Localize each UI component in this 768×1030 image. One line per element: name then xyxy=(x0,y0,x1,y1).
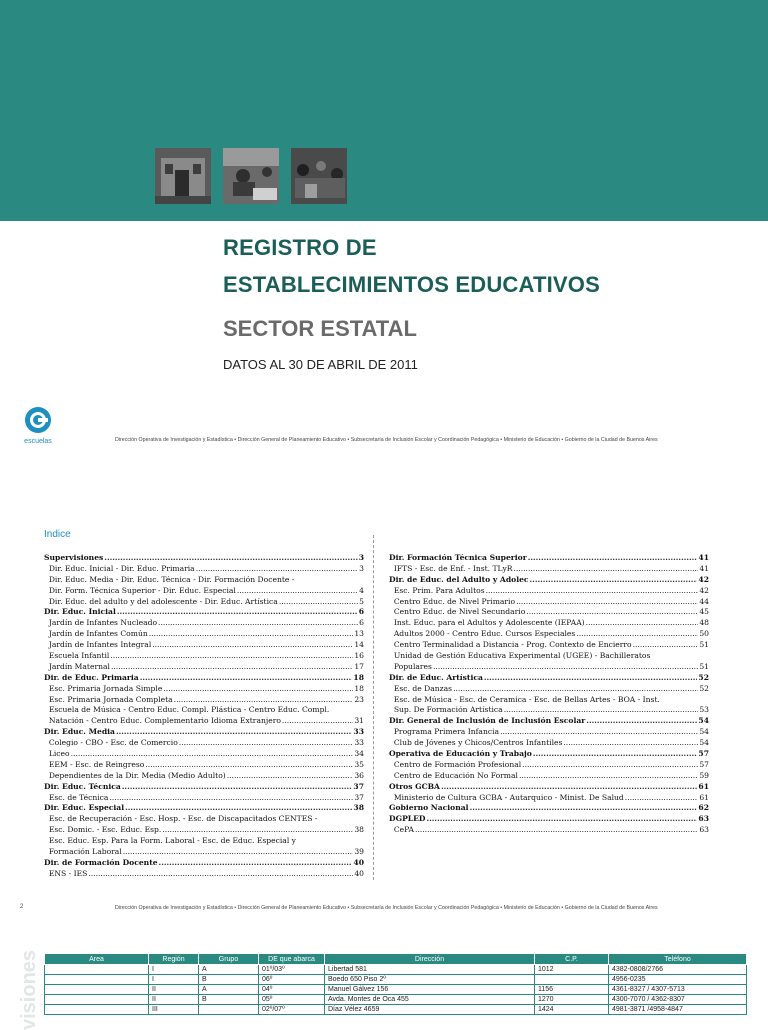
toc-leader xyxy=(633,640,699,651)
table-cell: 1424 xyxy=(535,1005,609,1015)
toc-leader xyxy=(522,760,698,771)
toc-entry xyxy=(44,662,364,673)
table-row xyxy=(45,1005,747,1015)
toc-label: Inst. Educ. para el Adultos y Adolescente (IEPAA) xyxy=(389,618,585,628)
toc-leader xyxy=(152,640,353,651)
table-header-cell: Dirección xyxy=(325,954,535,965)
toc-label: Adultos 2000 - Centro Educ. Cursos Especiales xyxy=(389,629,576,639)
toc-label: Centro de Formación Profesional xyxy=(389,759,522,769)
toc-page-number: 42 xyxy=(698,574,709,584)
toc-leader xyxy=(71,749,354,760)
toc-page-number: 35 xyxy=(354,759,364,769)
toc-leader xyxy=(427,814,698,825)
toc-entry xyxy=(44,749,364,760)
toc-label: Jardín Maternal xyxy=(44,661,110,671)
toc-label: Dir. de Educ. del Adulto y Adolec xyxy=(389,574,529,584)
toc-label: Jardín de Infantes Nucleado xyxy=(44,618,158,628)
toc-page-number: 6 xyxy=(359,618,364,628)
toc-page-number: 16 xyxy=(354,651,364,661)
toc-entry xyxy=(389,705,709,716)
toc-leader xyxy=(149,629,354,640)
toc-label: Gobierno Nacional xyxy=(389,803,469,813)
toc-page-number: 51 xyxy=(699,661,709,671)
toc-leader xyxy=(318,814,363,825)
toc-page-number: 50 xyxy=(699,629,709,639)
toc-entry xyxy=(44,705,364,716)
toc-page-number: 48 xyxy=(699,618,709,628)
toc-page-number: 33 xyxy=(353,727,364,737)
toc-section-heading xyxy=(389,716,709,727)
toc-leader xyxy=(576,629,698,640)
table-cell xyxy=(199,1005,259,1015)
toc-page-number: 34 xyxy=(354,749,364,759)
toc-entry xyxy=(389,607,709,618)
toc-page-number: 6 xyxy=(358,607,364,617)
toc-entry xyxy=(44,640,364,651)
title-line-1: REGISTRO DE xyxy=(223,235,377,260)
toc-leader xyxy=(162,825,353,836)
table-row xyxy=(45,965,747,975)
toc-entry xyxy=(44,586,364,597)
toc-label: Jardín de Infantes Integral xyxy=(44,640,152,650)
toc-leader xyxy=(441,782,697,793)
column-divider xyxy=(373,535,375,880)
toc-entry xyxy=(389,760,709,771)
toc-leader xyxy=(530,575,698,586)
toc-leader xyxy=(519,771,698,782)
toc-page-number: 54 xyxy=(699,738,709,748)
table-cell xyxy=(535,975,609,985)
page-number: 2 xyxy=(20,904,24,910)
table-cell: 4361-8327 / 4307-5713 xyxy=(609,985,747,995)
toc-leader xyxy=(88,869,353,880)
toc-leader xyxy=(159,858,353,869)
toc-leader xyxy=(179,738,354,749)
toc-page-number: 41 xyxy=(699,563,709,573)
toc-leader xyxy=(109,793,353,804)
toc-label: Centro Terminalidad a Distancia - Prog. Contexto de Encierro xyxy=(389,640,632,650)
table-header-row xyxy=(45,954,747,965)
toc-label: Esc. Educ. Esp. Para la Form. Laboral - Esc. de Educ. Especial y xyxy=(44,836,296,846)
toc-page-number: 54 xyxy=(699,727,709,737)
table-cell: 02º/07º xyxy=(259,1005,325,1015)
toc-leader xyxy=(116,727,352,738)
table-cell: A xyxy=(199,985,259,995)
toc-leader xyxy=(513,564,698,575)
toc-page-number: 17 xyxy=(354,661,364,671)
toc-entry xyxy=(44,629,364,640)
table-cell: 1270 xyxy=(535,995,609,1005)
toc-entry xyxy=(44,651,364,662)
toc-leader xyxy=(661,695,708,706)
title-line-2: ESTABLECIMIENTOS EDUCATIVOS xyxy=(223,272,600,297)
toc-entry xyxy=(44,869,364,880)
toc-label: Dir. de Educ. Artística xyxy=(389,672,483,682)
toc-label: Programa Primera Infancia xyxy=(389,727,500,737)
toc-leader xyxy=(433,662,698,673)
toc-leader xyxy=(453,684,698,695)
toc-leader xyxy=(528,553,698,564)
toc-label: Liceo xyxy=(44,749,70,759)
side-label: visiones xyxy=(18,949,40,1030)
toc-entry xyxy=(389,727,709,738)
table-cell xyxy=(45,995,149,1005)
table-header-cell: C.P. xyxy=(535,954,609,965)
toc-entry xyxy=(44,793,364,804)
toc-leader xyxy=(111,662,353,673)
table-cell: Manuel Gálvez 156 xyxy=(325,985,535,995)
table-cell: Libertad 581 xyxy=(325,965,535,975)
toc-entry xyxy=(389,662,709,673)
toc-page-number: 14 xyxy=(354,640,364,650)
table-cell: 4382-0808/2766 xyxy=(609,965,747,975)
toc-label: Escuela de Música - Centro Educ. Compl. Plástica - Centro Educ. Compl. xyxy=(44,705,330,715)
students-photo xyxy=(291,148,347,204)
toc-leader xyxy=(163,684,353,695)
toc-right-column xyxy=(389,553,709,836)
toc-page-number: 5 xyxy=(359,596,364,606)
toc-page-number: 3 xyxy=(358,553,364,562)
toc-leader xyxy=(158,618,358,629)
toc-leader xyxy=(330,705,363,716)
toc-label: Unidad de Gestión Educativa Experimental (UGEE) - Bachilleratos xyxy=(389,651,651,661)
toc-leader xyxy=(279,597,358,608)
toc-entry xyxy=(44,760,364,771)
toc-section-heading xyxy=(389,782,709,793)
toc-label: Operativa de Educación y Trabajo xyxy=(389,749,532,759)
toc-section-heading xyxy=(44,727,364,738)
toc-section-heading xyxy=(44,607,364,618)
toc-page-number: 39 xyxy=(354,847,364,857)
toc-section-heading xyxy=(389,575,709,586)
table-row xyxy=(45,995,747,1005)
toc-label: Dir. Educ. Especial xyxy=(44,803,125,813)
toc-page-number: 57 xyxy=(698,749,709,759)
toc-leader xyxy=(415,825,698,836)
toc-leader xyxy=(140,673,353,684)
toc-entry xyxy=(44,716,364,727)
table-cell: 1012 xyxy=(535,965,609,975)
table-row xyxy=(45,975,747,985)
table-cell: B xyxy=(199,975,259,985)
table-cell: 4981-3871 /4958-4847 xyxy=(609,1005,747,1015)
table-cell: B xyxy=(199,995,259,1005)
table-cell xyxy=(45,1005,149,1015)
toc-leader xyxy=(123,847,354,858)
toc-page-number: 45 xyxy=(699,607,709,617)
toc-section-heading xyxy=(44,553,364,564)
toc-leader xyxy=(295,575,363,586)
toc-section-heading xyxy=(44,858,364,869)
table-cell: Díaz Vélez 4659 xyxy=(325,1005,535,1015)
toc-entry xyxy=(389,586,709,597)
toc-label: IFTS - Esc. de Enf. - Inst. TLyR xyxy=(389,563,513,573)
toc-label: Dir. Form. Técnica Superior - Dir. Educ. Especial xyxy=(44,585,236,595)
toc-label: Esc. de Música - Esc. de Ceramica - Esc. de Bellas Artes - BOA - Inst. xyxy=(389,694,660,704)
toc-label: Esc. Domic. - Esc. Educ. Esp. xyxy=(44,825,162,835)
toc-entry xyxy=(389,738,709,749)
toc-page-number: 13 xyxy=(354,629,364,639)
toc-leader xyxy=(297,836,363,847)
table-cell: 1156 xyxy=(535,985,609,995)
table-cell: A xyxy=(199,965,259,975)
toc-label: Esc. de Recuperación - Esc. Hosp. - Esc. de Discapacitados CENTES - xyxy=(44,814,318,824)
footer-text-top: Dirección Operativa de Investigación y Estadística • Dirección General de Planeamiento Educativo • Subsecretaría de Inclusión Escolar y Coordinación Pedagógica • Ministerio de Educación • Gobierno de la Ciudad de Buenos Aires xyxy=(115,437,658,443)
toc-label: Colegio - CBO - Esc. de Comercio xyxy=(44,738,178,748)
table-row xyxy=(45,985,747,995)
toc-page-number: 31 xyxy=(354,716,364,726)
toc-leader xyxy=(145,760,353,771)
toc-entry xyxy=(44,597,364,608)
toc-section-heading xyxy=(389,749,709,760)
table-cell: I xyxy=(149,975,199,985)
toc-label: Ministerio de Cultura GCBA - Autarquico - Minist. De Salud xyxy=(389,792,624,802)
toc-label: Escuela Infantil xyxy=(44,651,110,661)
toc-label: Dir. Educ. del adulto y del adolescente - Dir. Educ. Artística xyxy=(44,596,278,606)
table-cell: II xyxy=(149,995,199,1005)
toc-leader xyxy=(586,716,697,727)
report-date: DATOS AL 30 DE ABRIL DE 2011 xyxy=(223,357,418,372)
toc-section-heading xyxy=(44,782,364,793)
toc-label: EEM - Esc. de Reingreso xyxy=(44,759,145,769)
toc-label: CePA xyxy=(389,825,415,835)
toc-leader xyxy=(125,803,352,814)
toc-entry xyxy=(44,684,364,695)
table-cell: 4956-0235 xyxy=(609,975,747,985)
toc-page-number: 44 xyxy=(699,596,709,606)
table-cell: 05º xyxy=(259,995,325,1005)
toc-page-number: 40 xyxy=(353,857,364,867)
logo-text: escuelas xyxy=(24,438,52,445)
toc-section-heading xyxy=(389,803,709,814)
toc-entry xyxy=(44,771,364,782)
toc-label: Supervisiones xyxy=(44,553,104,562)
toc-page-number: 63 xyxy=(699,825,709,835)
table-cell xyxy=(45,985,149,995)
toc-entry xyxy=(389,629,709,640)
toc-leader xyxy=(122,782,353,793)
toc-label: Natación - Centro Educ. Complementario Idioma Extranjero xyxy=(44,716,281,726)
toc-label: Esc. de Técnica xyxy=(44,792,109,802)
toc-label: DGPLED xyxy=(389,814,426,824)
toc-entry xyxy=(44,695,364,706)
toc-page-number: 63 xyxy=(698,814,709,824)
header-banner xyxy=(0,0,768,221)
table-cell: II xyxy=(149,985,199,995)
toc-label: Dir. de Formación Docente xyxy=(44,857,158,867)
table-header-cell: DE que abarca xyxy=(259,954,325,965)
toc-leader xyxy=(586,618,699,629)
supervisiones-table xyxy=(44,953,747,1015)
toc-entry xyxy=(44,814,364,825)
toc-label: Esc. Primaria Jornada Completa xyxy=(44,694,173,704)
building-photo xyxy=(155,148,211,204)
escuelas-logo xyxy=(20,405,56,445)
toc-leader xyxy=(484,673,698,684)
toc-entry xyxy=(389,771,709,782)
toc-page-number: 52 xyxy=(698,672,709,682)
table-cell: Avda. Montes de Oca 455 xyxy=(325,995,535,1005)
toc-page-number: 18 xyxy=(353,672,364,682)
footer-text-bottom: Dirección Operativa de Investigación y Estadística • Dirección General de Planeamiento Educativo • Subsecretaría de Inclusión Escolar y Coordinación Pedagógica • Ministerio de Educación • Gobierno de la Ciudad de Buenos Aires xyxy=(115,905,658,911)
toc-section-heading xyxy=(44,803,364,814)
toc-leader xyxy=(563,738,698,749)
toc-page-number: 59 xyxy=(699,770,709,780)
toc-leader xyxy=(533,749,698,760)
toc-page-number: 51 xyxy=(699,640,709,650)
toc-label: Dir. de Educ. Primaria xyxy=(44,672,139,682)
toc-entry xyxy=(389,684,709,695)
toc-page-number: 18 xyxy=(354,683,364,693)
toc-entry xyxy=(44,618,364,629)
toc-entry xyxy=(389,793,709,804)
toc-label: Dir. Educ. Inicial - Dir. Educ. Primaria xyxy=(44,563,195,573)
toc-leader xyxy=(227,771,354,782)
toc-entry xyxy=(389,564,709,575)
toc-label: Sup. De Formación Artística xyxy=(389,705,503,715)
toc-entry xyxy=(44,847,364,858)
classroom-photo xyxy=(223,148,279,204)
toc-page-number: 40 xyxy=(354,868,364,878)
toc-page-number: 38 xyxy=(353,803,364,813)
toc-leader xyxy=(500,727,698,738)
toc-label: Dir. Educ. Inicial xyxy=(44,607,116,617)
toc-label: Formación Laboral xyxy=(44,847,122,857)
toc-entry xyxy=(389,597,709,608)
table-cell xyxy=(45,965,149,975)
toc-leader xyxy=(526,607,698,618)
toc-leader xyxy=(110,651,353,662)
toc-section-heading xyxy=(44,673,364,684)
toc-page-number: 61 xyxy=(699,792,709,802)
toc-leader xyxy=(282,716,353,727)
toc-page-number: 42 xyxy=(699,585,709,595)
toc-label: Dir. Formación Técnica Superior xyxy=(389,553,527,562)
toc-label: Dir. Educ. Media xyxy=(44,727,115,737)
toc-page-number: 4 xyxy=(359,585,364,595)
toc-entry xyxy=(389,640,709,651)
toc-entry xyxy=(44,575,364,586)
table-header-cell: Región xyxy=(149,954,199,965)
toc-label: Esc. Primaria Jornada Simple xyxy=(44,683,163,693)
toc-leader xyxy=(516,597,698,608)
toc-entry xyxy=(44,836,364,847)
toc-page-number: 37 xyxy=(354,792,364,802)
table-cell: III xyxy=(149,1005,199,1015)
toc-page-number: 62 xyxy=(698,803,709,813)
toc-left-column xyxy=(44,553,364,880)
toc-entry xyxy=(44,564,364,575)
table-cell: Boedo 650 Piso 2º xyxy=(325,975,535,985)
toc-page-number: 23 xyxy=(354,694,364,704)
toc-section-heading xyxy=(389,553,709,564)
toc-leader xyxy=(486,586,699,597)
toc-label: Centro Educ. de Nivel Secundario xyxy=(389,607,526,617)
table-cell: 4300-7070 / 4362-8307 xyxy=(609,995,747,1005)
toc-leader xyxy=(117,607,358,618)
toc-label: Jardín de Infantes Común xyxy=(44,629,148,639)
toc-section-heading xyxy=(389,814,709,825)
toc-label: Dir. Educ. Media - Dir. Educ. Técnica - Dir. Formación Docente - xyxy=(44,574,295,584)
subtitle: SECTOR ESTATAL xyxy=(223,316,417,341)
toc-label: Esc. de Danzas xyxy=(389,683,453,693)
toc-label: Club de Jóvenes y Chicos/Centros Infantiles xyxy=(389,738,563,748)
table-header-cell: Grupo xyxy=(199,954,259,965)
table-header-cell: Teléfono xyxy=(609,954,747,965)
indice-title: Indice xyxy=(44,529,71,540)
toc-leader xyxy=(651,651,708,662)
table-cell: 04º xyxy=(259,985,325,995)
toc-page-number: 33 xyxy=(354,738,364,748)
toc-leader xyxy=(174,695,354,706)
toc-label: Dir. General de Inclusión de Inclusión Escolar xyxy=(389,716,586,726)
toc-page-number: 36 xyxy=(354,770,364,780)
toc-page-number: 54 xyxy=(698,716,709,726)
toc-entry xyxy=(44,738,364,749)
toc-page-number: 3 xyxy=(359,563,364,573)
toc-leader xyxy=(470,803,698,814)
toc-entry xyxy=(389,695,709,706)
table-header-cell: Area xyxy=(45,954,149,965)
toc-entry xyxy=(389,825,709,836)
toc-label: Otros GCBA xyxy=(389,781,440,791)
toc-label: Centro de Educación No Formal xyxy=(389,770,518,780)
toc-leader xyxy=(196,564,358,575)
toc-entry xyxy=(389,618,709,629)
toc-page-number: 38 xyxy=(354,825,364,835)
toc-page-number: 57 xyxy=(699,759,709,769)
table-cell: I xyxy=(149,965,199,975)
toc-page-number: 53 xyxy=(699,705,709,715)
toc-label: Centro Educ. de Nivel Primario xyxy=(389,596,516,606)
toc-entry xyxy=(44,825,364,836)
toc-label: Dependientes de la Dir. Media (Medio Adulto) xyxy=(44,770,226,780)
escuelas-logo-icon xyxy=(21,405,55,435)
toc-label: Esc. Prim. Para Adultos xyxy=(389,585,485,595)
toc-leader xyxy=(104,553,357,564)
toc-page-number: 52 xyxy=(699,683,709,693)
toc-label: Populares xyxy=(389,661,432,671)
toc-section-heading xyxy=(389,673,709,684)
toc-page-number: 61 xyxy=(698,781,709,791)
toc-entry xyxy=(389,651,709,662)
table-cell: 01º/03º xyxy=(259,965,325,975)
table-cell: 06º xyxy=(259,975,325,985)
toc-leader xyxy=(504,705,699,716)
toc-label: Dir. Educ. Técnica xyxy=(44,781,121,791)
toc-page-number: 41 xyxy=(698,553,709,562)
toc-leader xyxy=(237,586,358,597)
toc-page-number: 37 xyxy=(353,781,364,791)
toc-leader xyxy=(625,793,699,804)
table-cell xyxy=(45,975,149,985)
toc-label: ENS - IES xyxy=(44,868,88,878)
